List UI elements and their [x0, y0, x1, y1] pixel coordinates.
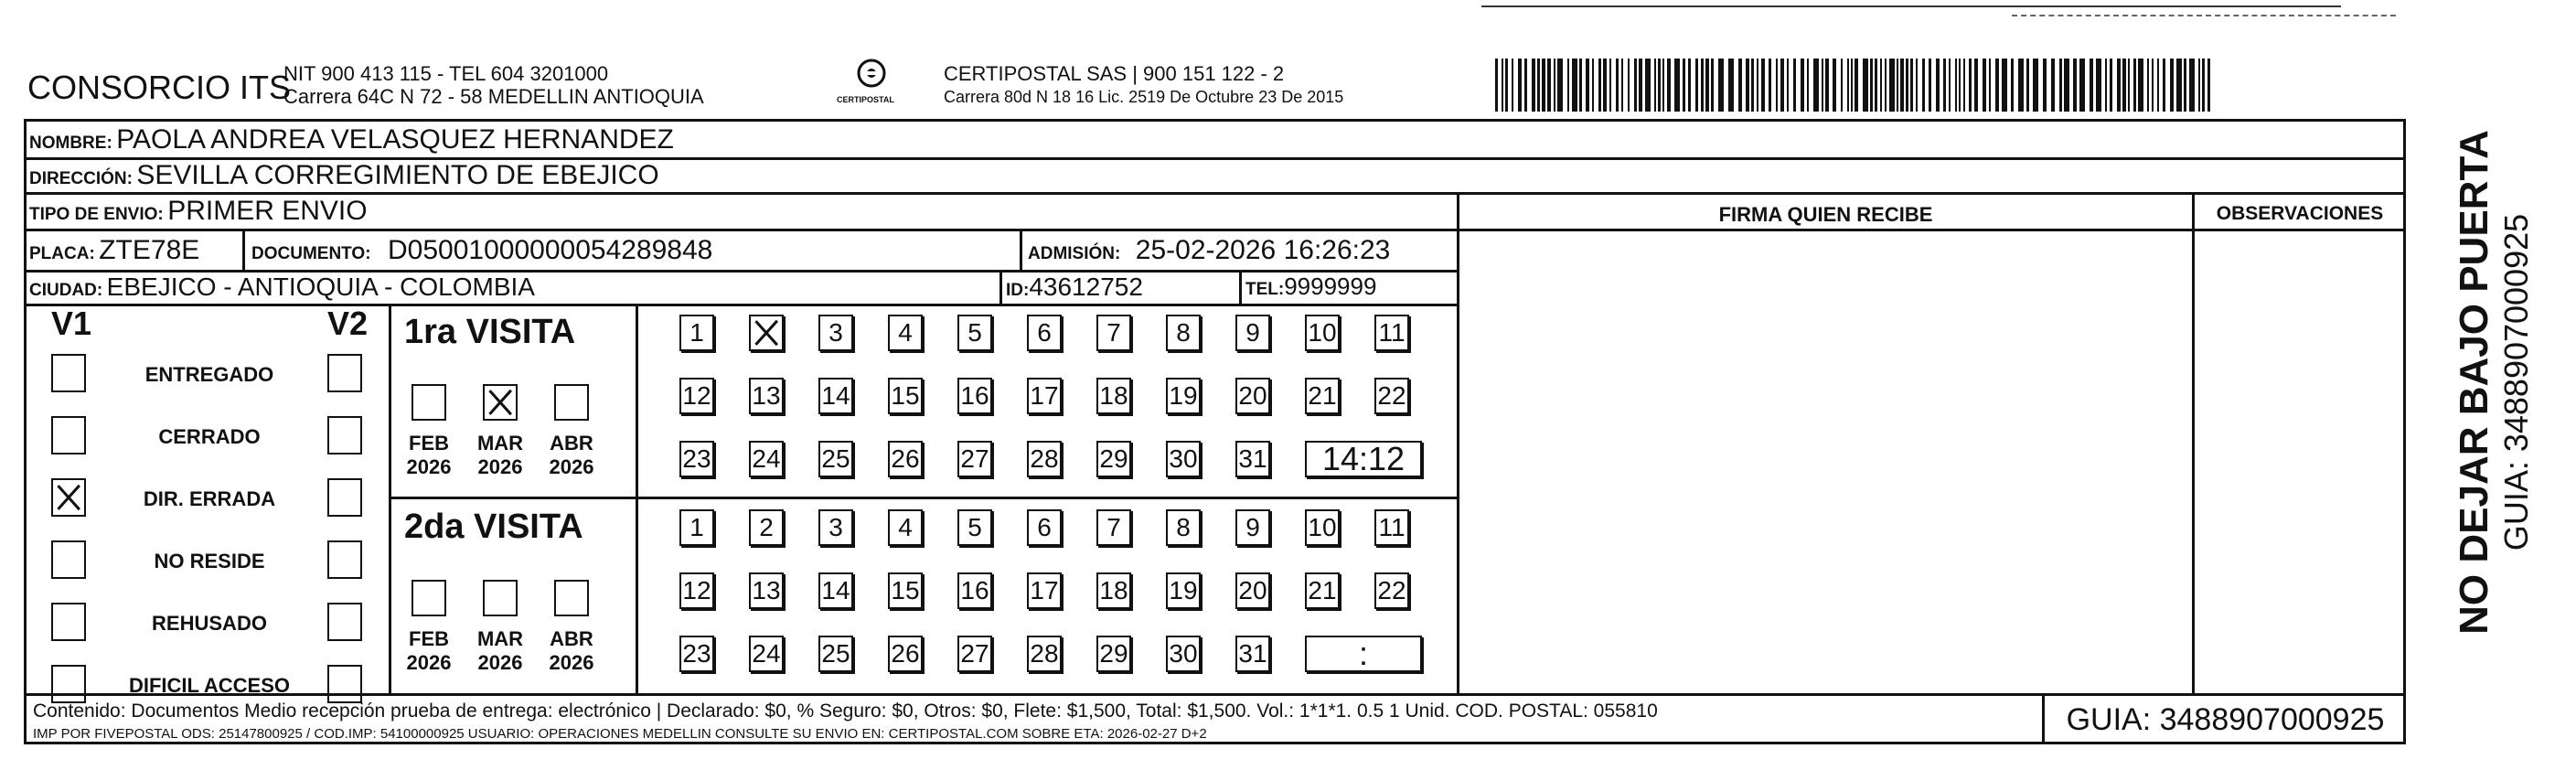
barcode-bar	[1621, 59, 1623, 112]
placa-label: PLACA:	[29, 244, 95, 263]
day-box: 8	[1166, 509, 1201, 546]
day-box: 13	[749, 378, 784, 414]
direccion-label: DIRECCIÓN:	[29, 169, 133, 188]
barcode-bar	[2128, 59, 2130, 112]
ciudad-row	[29, 273, 535, 302]
barcode-bar	[2110, 59, 2112, 112]
barcode-bar	[2043, 59, 2047, 112]
barcode-bar	[2051, 59, 2055, 112]
x-mark	[55, 482, 82, 513]
nombre-row	[29, 124, 674, 155]
day-box: 26	[888, 441, 923, 477]
barcode-bar	[1746, 59, 1749, 112]
day-box: 4	[888, 509, 923, 546]
barcode-bar	[1751, 59, 1754, 112]
barcode-bar	[2026, 59, 2029, 112]
barcode-bar	[1711, 59, 1714, 112]
barcode-bar	[2147, 59, 2149, 112]
day-box: 30	[1166, 441, 1201, 477]
month-year: 2026	[477, 651, 523, 674]
barcode-bar	[1989, 59, 1991, 112]
day-box: 24	[749, 441, 784, 477]
barcode-bar	[1787, 59, 1789, 112]
barcode-bar	[1949, 59, 1951, 112]
barcode-bar	[1822, 59, 1823, 112]
barcode-bar	[1936, 59, 1940, 112]
day-box: 8	[1166, 315, 1201, 351]
barcode-bar	[1701, 59, 1704, 112]
day-box: 9	[1235, 315, 1270, 351]
month-year: 2026	[477, 455, 523, 478]
day-box: 1	[679, 509, 714, 546]
barcode-bar	[1833, 59, 1836, 112]
day-box: 27	[957, 441, 992, 477]
barcode-bar	[2202, 59, 2205, 112]
barcode-bar	[1603, 59, 1607, 112]
status-label: DIFICIL ACCESO	[128, 674, 290, 697]
barcode-bar	[1495, 59, 1498, 112]
barcode-bar	[1567, 59, 1569, 112]
barcode-bar	[2011, 59, 2014, 112]
barcode-bar	[2122, 59, 2126, 112]
tel-label: TEL:	[1245, 280, 1285, 299]
barcode-bar	[1592, 59, 1594, 112]
day-box: 22	[1374, 572, 1409, 609]
barcode-bar	[2033, 59, 2038, 112]
barcode-bar	[1586, 59, 1589, 112]
day-box: 14	[818, 572, 853, 609]
barcode-bar	[2059, 59, 2062, 112]
barcode-bar	[1870, 59, 1873, 112]
barcode-bar	[1705, 59, 1709, 112]
barcode-bar	[1974, 59, 1978, 112]
barcode-bar	[1518, 59, 1522, 112]
documento-row	[251, 235, 712, 266]
day-box: 17	[1027, 378, 1062, 414]
barcode-bar	[1634, 59, 1637, 112]
barcode-bar	[2105, 59, 2107, 112]
month-checkbox	[483, 580, 518, 616]
barcode-bar	[1943, 59, 1946, 112]
barcode-bar	[2170, 59, 2174, 112]
barcode-bar	[1959, 59, 1961, 112]
v1-checkbox	[51, 603, 86, 641]
barcode-bar	[1929, 59, 1931, 112]
barcode-bar	[1572, 59, 1577, 112]
barcode-bar	[2133, 59, 2136, 112]
barcode-bar	[1875, 59, 1877, 112]
barcode-bar	[1807, 59, 1809, 112]
barcode-bar	[1505, 59, 1508, 112]
day-box: 6	[1027, 509, 1062, 546]
day-box: 12	[679, 572, 714, 609]
tel-row	[1245, 273, 1376, 301]
day-box: 24	[749, 636, 784, 672]
day-box: 4	[888, 315, 923, 351]
barcode-bar	[1900, 59, 1904, 112]
barcode-bar	[1780, 59, 1784, 112]
day-box: 17	[1027, 572, 1062, 609]
day-box: 30	[1166, 636, 1201, 672]
x-mark	[753, 318, 780, 348]
barcode-bar	[2163, 59, 2165, 112]
month-year: 2026	[549, 455, 594, 478]
v1-checkbox	[51, 540, 86, 579]
day-box: 7	[1096, 315, 1131, 351]
day-box: 25	[818, 636, 853, 672]
id-row	[1006, 273, 1143, 302]
barcode-bar	[2073, 59, 2077, 112]
barcode-bar	[1825, 59, 1829, 112]
day-box: 2	[749, 509, 784, 546]
barcode-bar	[2090, 59, 2093, 112]
barcode-bar	[1674, 59, 1680, 112]
barcode-bar	[1695, 59, 1698, 112]
day-box: 27	[957, 636, 992, 672]
day-box: 1	[679, 315, 714, 351]
barcode-bar	[1841, 59, 1843, 112]
month-label	[543, 627, 600, 675]
barcode-bar	[1557, 59, 1563, 112]
firma-header: FIRMA QUIEN RECIBE	[1718, 203, 1933, 226]
status-label: DIR. ERRADA	[143, 487, 276, 510]
x-mark	[486, 388, 514, 417]
barcode-bar	[1761, 59, 1765, 112]
barcode-bar	[2198, 59, 2200, 112]
day-box: 23	[679, 636, 714, 672]
barcode-bar	[1512, 59, 1513, 112]
barcode-bar	[1793, 59, 1796, 112]
barcode-bar	[1769, 59, 1771, 112]
admision-value: 25-02-2026 16:26:23	[1135, 235, 1391, 265]
tel-value: 9999999	[1284, 273, 1377, 300]
barcode-bar	[1554, 59, 1555, 112]
barcode-bar	[1547, 59, 1551, 112]
month-label	[401, 627, 457, 675]
day-box: 25	[818, 441, 853, 477]
barcode-bar	[1916, 59, 1918, 112]
documento-value: D05001000000054289848	[388, 235, 713, 265]
day-box: 31	[1235, 441, 1270, 477]
barcode-bar	[1801, 59, 1804, 112]
day-box: 11	[1374, 509, 1409, 546]
v2-checkbox	[327, 478, 362, 517]
month-name: MAR	[476, 627, 524, 650]
day-box: 18	[1096, 572, 1131, 609]
month-label	[472, 432, 529, 479]
v2-checkbox	[327, 665, 362, 703]
month-checkbox	[483, 384, 518, 421]
barcode-bar	[1885, 59, 1887, 112]
v1-checkbox	[51, 478, 86, 517]
v2-checkbox	[327, 540, 362, 579]
top-scan-line	[1481, 5, 2341, 7]
day-box: 6	[1027, 315, 1062, 351]
barcode-bar	[2064, 59, 2069, 112]
v1-checkbox	[51, 354, 86, 392]
logo-text: CERTIPOSTAL	[837, 95, 894, 104]
day-box: 12	[679, 378, 714, 414]
admision-label: ADMISIÓN:	[1028, 244, 1121, 263]
barcode-bar	[1922, 59, 1925, 112]
barcode-bar	[1983, 59, 1986, 112]
barcode-bar	[2079, 59, 2085, 112]
barcode-bar	[1863, 59, 1868, 112]
barcode-bar	[1880, 59, 1882, 112]
day-box: 10	[1305, 315, 1340, 351]
status-label: NO RESIDE	[154, 550, 265, 572]
barcode-bar	[2157, 59, 2159, 112]
observaciones-header: OBSERVACIONES	[2216, 203, 2384, 224]
day-box: 22	[1374, 378, 1409, 414]
certipostal-line2: Carrera 80d N 18 16 Lic. 2519 De Octubre 23 De 2015	[944, 88, 1344, 106]
barcode-bar	[1688, 59, 1691, 112]
v1-header: V1	[51, 305, 92, 342]
day-box: 20	[1235, 378, 1270, 414]
company-name: CONSORCIO ITS	[27, 69, 292, 106]
barcode-bar	[1658, 59, 1661, 112]
barcode-bar	[2152, 59, 2154, 112]
day-box: 20	[1235, 572, 1270, 609]
day-box: 29	[1096, 636, 1131, 672]
barcode-bar	[1728, 59, 1734, 112]
ciudad-label: CIUDAD:	[29, 281, 103, 300]
month-label	[472, 627, 529, 675]
side-warning: NO DEJAR BAJO PUERTA	[2452, 130, 2496, 635]
barcode-bar	[2138, 59, 2143, 112]
barcode-bar	[2207, 59, 2210, 112]
month-checkbox	[412, 384, 446, 421]
day-box: 28	[1027, 636, 1062, 672]
barcode-bar	[1662, 59, 1664, 112]
month-name: ABR	[550, 627, 593, 650]
ciudad-value: EBEJICO - ANTIOQUIA - COLOMBIA	[106, 273, 535, 301]
day-box: 21	[1305, 572, 1340, 609]
v2-checkbox	[327, 354, 362, 392]
placa-row	[29, 235, 199, 266]
barcode-bar	[1995, 59, 1999, 112]
visit2-title: 2da VISITA	[404, 508, 583, 546]
barcode-bar	[1910, 59, 1913, 112]
top-scan-dash	[2012, 15, 2396, 18]
company-line2: Carrera 64C N 72 - 58 MEDELLIN ANTIOQUIA	[283, 85, 704, 108]
status-label: CERRADO	[158, 425, 261, 448]
footer-guia: GUIA: 3488907000925	[2066, 702, 2385, 737]
day-box: 31	[1235, 636, 1270, 672]
barcode-bar	[1963, 59, 1965, 112]
nombre-label: NOMBRE:	[29, 134, 112, 153]
tipo-row	[29, 196, 368, 227]
barcode-bar	[2018, 59, 2024, 112]
barcode-bar	[1616, 59, 1619, 112]
barcode-bar	[1851, 59, 1853, 112]
month-label	[543, 432, 600, 479]
day-box: 13	[749, 572, 784, 609]
day-box: 3	[818, 509, 853, 546]
month-year: 2026	[406, 455, 452, 478]
day-box: 14	[818, 378, 853, 414]
month-name: FEB	[409, 432, 449, 455]
day-box: 21	[1305, 378, 1340, 414]
day-box: 3	[818, 315, 853, 351]
month-checkbox	[554, 580, 589, 616]
barcode-bar	[1502, 59, 1503, 112]
tipo-value: PRIMER ENVIO	[167, 196, 368, 226]
v2-checkbox	[327, 603, 362, 641]
day-box: 23	[679, 441, 714, 477]
visit1-time: 14:12	[1305, 441, 1422, 477]
placa-value: ZTE78E	[99, 235, 200, 265]
documento-label: DOCUMENTO:	[251, 244, 371, 263]
v2-header: V2	[327, 305, 369, 342]
v2-checkbox	[327, 416, 362, 455]
month-name: ABR	[550, 432, 593, 455]
id-label: ID:	[1006, 281, 1030, 300]
barcode-bar	[1598, 59, 1601, 112]
barcode-bar	[1757, 59, 1758, 112]
barcode-bar	[1645, 59, 1651, 112]
certipostal-line1: CERTIPOSTAL SAS | 900 151 122 - 2	[944, 62, 1285, 85]
month-label	[401, 432, 457, 479]
v1-checkbox	[51, 665, 86, 703]
barcode-bar	[1847, 59, 1849, 112]
month-year: 2026	[406, 651, 452, 674]
month-year: 2026	[549, 651, 594, 674]
barcode-bar	[2117, 59, 2121, 112]
day-box: 11	[1374, 315, 1409, 351]
barcode-bar	[2176, 59, 2182, 112]
day-box: 16	[957, 378, 992, 414]
day-box: 5	[957, 315, 992, 351]
month-checkbox	[554, 384, 589, 421]
barcode-bar	[1609, 59, 1611, 112]
barcode-bar	[1628, 59, 1630, 112]
barcode-bar	[1776, 59, 1778, 112]
direccion-row	[29, 160, 659, 191]
barcode-bar	[1906, 59, 1908, 112]
barcode-bar	[1813, 59, 1819, 112]
barcode-bar	[1542, 59, 1545, 112]
barcode-bar	[1579, 59, 1582, 112]
month-name: FEB	[409, 627, 449, 650]
barcode-bar	[1718, 59, 1724, 112]
day-box: 19	[1166, 378, 1201, 414]
barcode-bar	[1738, 59, 1742, 112]
barcode-bar	[2189, 59, 2195, 112]
visit1-title: 1ra VISITA	[404, 313, 576, 351]
day-box: 15	[888, 378, 923, 414]
barcode-bar	[2002, 59, 2007, 112]
day-box: 19	[1166, 572, 1201, 609]
barcode-bar	[1969, 59, 1972, 112]
barcode-bar	[1654, 59, 1656, 112]
day-box: 15	[888, 572, 923, 609]
day-box: 18	[1096, 378, 1131, 414]
barcode-bar	[1537, 59, 1540, 112]
direccion-value: SEVILLA CORREGIMIENTO DE EBEJICO	[136, 160, 659, 190]
status-label: ENTREGADO	[144, 363, 274, 386]
barcode	[1495, 59, 2218, 112]
day-box: 5	[957, 509, 992, 546]
barcode-bar	[2184, 59, 2186, 112]
certipostal-logo	[850, 57, 893, 99]
tipo-label: TIPO DE ENVIO:	[29, 205, 164, 224]
nombre-value: PAOLA ANDREA VELASQUEZ HERNANDEZ	[116, 124, 674, 155]
status-label: REHUSADO	[152, 612, 267, 635]
barcode-bar	[1889, 59, 1895, 112]
month-name: MAR	[476, 432, 524, 455]
day-box	[749, 315, 784, 351]
day-box: 16	[957, 572, 992, 609]
day-box: 7	[1096, 509, 1131, 546]
side-guia: GUIA: 3488907000925	[2497, 213, 2535, 551]
barcode-bar	[1667, 59, 1671, 112]
day-box: 28	[1027, 441, 1062, 477]
id-value: 43612752	[1029, 273, 1143, 301]
barcode-bar	[1639, 59, 1642, 112]
admision-row	[1028, 235, 1390, 266]
barcode-bar	[1955, 59, 1957, 112]
barcode-bar	[1855, 59, 1858, 112]
footer-line2: IMP POR FIVEPOSTAL ODS: 25147800925 / COD.IMP: 54100000925 USUARIO: OPERACIONES MEDELLIN CONSULTE SU ENVIO EN: CERTIPOSTAL.COM SOBRE ETA: 2026-02-27 D+2	[33, 726, 1207, 742]
barcode-bar	[2096, 59, 2101, 112]
v1-checkbox	[51, 416, 86, 455]
day-box: 29	[1096, 441, 1131, 477]
footer-line1: Contenido: Documentos Medio recepción prueba de entrega: electrónico | Declarado: $0, % Seguro: $0, Otros: $0, Flete: $1,500, Total: $1,500. Vol.: 1*1*1. 0.5 1 Unid. COD. POSTAL: 055810	[33, 700, 1658, 722]
barcode-bar	[1524, 59, 1527, 112]
day-box: 10	[1305, 509, 1340, 546]
barcode-bar	[1897, 59, 1898, 112]
day-box: 9	[1235, 509, 1270, 546]
visit2-time: :	[1305, 636, 1422, 672]
company-line1: NIT 900 413 115 - TEL 604 3201000	[283, 62, 609, 85]
day-box: 26	[888, 636, 923, 672]
barcode-bar	[1683, 59, 1685, 112]
month-checkbox	[412, 580, 446, 616]
barcode-bar	[1532, 59, 1535, 112]
